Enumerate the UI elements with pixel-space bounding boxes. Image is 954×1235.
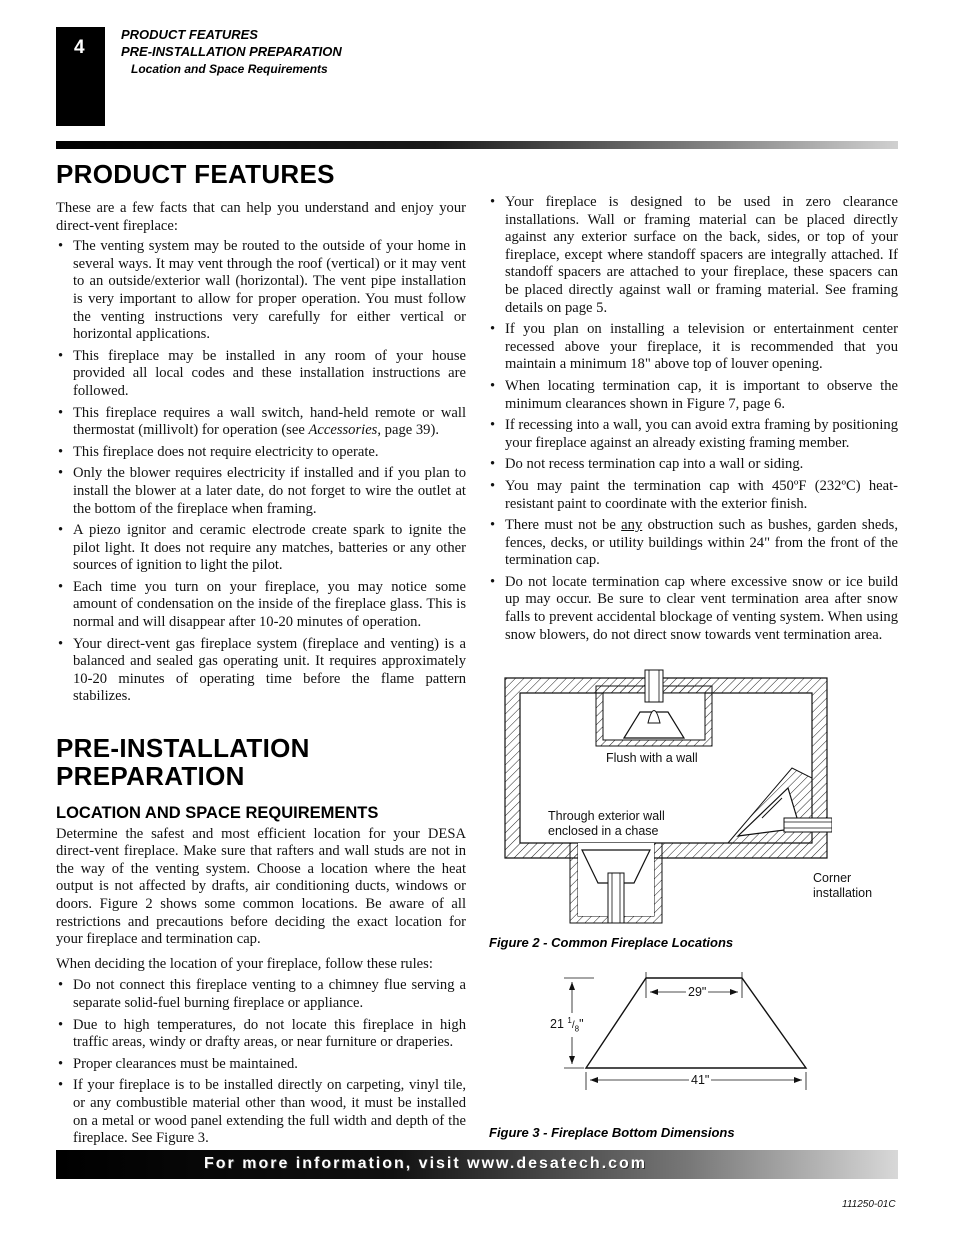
product-features-intro: These are a few facts that can help you understand and enjoy your direct-vent fireplace: [56,200,466,234]
feature-bullet: • A piezo ignitor and ceramic electrode create spark to ignite the pilot light. It does not require any matches, batteries or any other sources of ignition to light the pilot. [56,522,466,575]
left-column [56,156,466,1148]
feature-bullet: • Your direct-vent gas fireplace system (fireplace and venting) is a balanced and sealed gas operating unit. It requires approximately 10-20 minutes of operating time before the flame pattern stabilizes. [56,636,466,706]
footer-website-text: For more information, visit www.desatech.com [204,1155,648,1172]
feature-bullet: • This fireplace requires a wall switch, hand-held remote or wall thermostat (millivolt) for operation (see Accessories, page 39). [56,405,466,440]
running-head-line2: PRE-INSTALLATION PREPARATION [121,44,342,59]
feature-bullet: • Do not recess termination cap into a wall or siding. [488,456,898,474]
top-rule [56,141,898,149]
location-rules-list [56,977,466,1147]
label-corner [813,871,872,901]
chase-unit [570,843,662,923]
feature-bullet: • This fireplace does not require electricity to operate. [56,444,466,462]
product-features-title: PRODUCT FEATURES [56,159,335,189]
label-chase-line1: Through exterior wall [548,809,665,823]
feature-bullet: • Your fireplace is designed to be used in zero clearance installations. Wall or framing material can be placed directly against any exterior surface on the back, sides, or top of your fireplace, except where standoff spacers are integrally attached. If standoff spacers are attached to your fireplace, these spacers can be placed directly against wall or framing material. See framing details on page 5. [488,194,898,317]
right-column [488,194,898,644]
feature-bullet: • When locating termination cap, it is important to observe the minimum clearances shown in Figure 7, page 6. [488,378,898,413]
feature-bullet: • There must not be any obstruction such as bushes, garden sheds, fences, decks, or utility buildings within 24" from the front of the termination cap. [488,517,898,570]
feature-bullet: • Each time you turn on your fireplace, you may notice some amount of condensation on the inside of the fireplace glass. This is normal and will disappear after 10-20 minutes of operation. [56,579,466,632]
product-features-list-right [488,194,898,644]
dim-depth: 21 $^1/_8$" [550,1013,584,1037]
feature-bullet: • The venting system may be routed to the outside of your home in several ways. It may vent through the roof (vertical) or it may vent to an outside/exterior wall (horizontal). The vent pipe installation is very important to allow for proper operation. You must follow the venting instructions very carefully for either vertical or horizontal applications. [56,238,466,344]
feature-bullet: • This fireplace may be installed in any room of your house provided all local codes and these installation instructions are followed. [56,348,466,401]
location-space-subtitle: LOCATION AND SPACE REQUIREMENTS [56,804,379,823]
location-rule: • Do not connect this fireplace venting to a chimney flue serving a separate solid-fuel burning fireplace or appliance. [56,977,466,1012]
page-number: 4 [74,37,85,58]
product-features-list-left [56,238,466,706]
pre-installation-title [56,734,466,790]
label-flush-wall: Flush with a wall [606,751,698,765]
location-para2: When deciding the location of your fireplace, follow these rules: [56,955,433,972]
location-rule: • Proper clearances must be maintained. [56,1056,466,1074]
document-code: 111250-01C [842,1199,896,1210]
running-head-line3: Location and Space Requirements [131,62,328,76]
label-corner-line1: Corner [813,871,852,885]
pre-installation-title-line1: PRE-INSTALLATION [56,733,310,764]
figure3-caption: Figure 3 - Fireplace Bottom Dimensions [489,1125,735,1140]
location-rule: • Due to high temperatures, do not locate this fireplace in high traffic areas, windy or drafty areas, or near furniture or draperies. [56,1017,466,1052]
feature-bullet: • If you plan on installing a television or entertainment center recessed above your fireplace, it is recommended that you maintain a minimum 18" above top of louver opening. [488,321,898,374]
label-chase-line2: enclosed in a chase [548,824,659,838]
label-chase [548,809,665,839]
feature-bullet: • You may paint the termination cap with 450ºF (232ºC) heat-resistant paint to coordinate with the exterior finish. [488,478,898,513]
feature-bullet: • Do not locate termination cap where excessive snow or ice build up may occur. Be sure to clear vent termination area after snow falls to prevent accidental blockage of venting system. When using snow blowers, do not direct snow towards vent termination area. [488,574,898,644]
label-corner-line2: installation [813,886,873,900]
dim-depth-unit: " [579,1017,584,1032]
feature-bullet: • If recessing into a wall, you can avoid extra framing by positioning your fireplace against an already existing framing member. [488,417,898,452]
page-number-block [56,27,105,126]
dim-top-29: 29" [688,985,707,999]
figure2-diagram [500,668,832,928]
dim-depth-num: 1 [567,1016,572,1025]
dim-depth-whole: 21 [550,1017,568,1032]
running-head-line1: PRODUCT FEATURES [121,27,258,42]
pre-installation-title-line2: PREPARATION [56,761,245,792]
footer-bar [56,1150,898,1179]
feature-bullet: • Only the blower requires electricity if installed and if you plan to install the blower at a later date, do not forget to wire the outlet at the bottom of the fireplace when framing. [56,465,466,518]
dim-bottom-41: 41" [691,1073,710,1087]
location-para1: Determine the safest and most efficient location for your DESA direct-vent fireplace. Make sure that rafters and wall studs are not in the way of the venting system. Choose a location where the heat output is not affected by drafts, air conditioning ducts, windows or doors. Figure 2 shows some common locations. Be aware of all restrictions and precautions before deciding the exact location for your fireplace and termination cap. [56,825,466,948]
location-rule: • If your fireplace is to be installed directly on carpeting, vinyl tile, or any combustible material other than wood, it must be installed on a metal or wood panel extending the full width and depth of the fireplace. See Figure 3. [56,1077,466,1147]
dim-depth-den: 8 [574,1024,580,1034]
figure2-caption: Figure 2 - Common Fireplace Locations [489,935,734,950]
